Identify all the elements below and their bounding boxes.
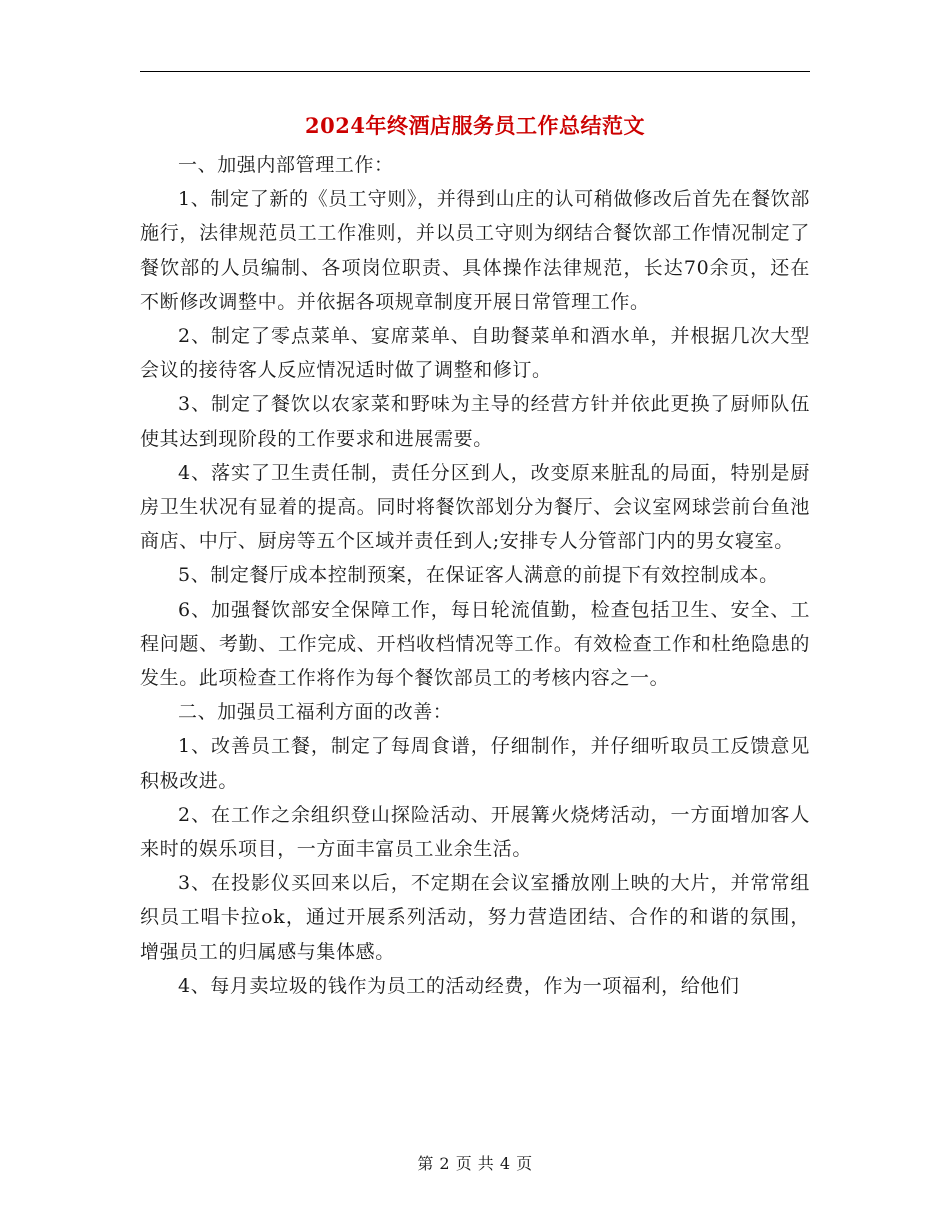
header-rule bbox=[140, 71, 810, 72]
section-heading-1: 一、加强内部管理工作： bbox=[178, 154, 394, 176]
document-title: 2024年终酒店服务员工作总结范文 bbox=[305, 113, 645, 138]
document-body bbox=[140, 148, 810, 1003]
paragraph-1-2: 2、制定了零点菜单、宴席菜单、自助餐菜单和酒水单，并根据几次大型会议的接待客人反应情况适时做了调整和修订。 bbox=[140, 325, 810, 382]
paragraph-1-3: 3、制定了餐饮以农家菜和野味为主导的经营方针并依此更换了厨师队伍使其达到现阶段的工作要求和进展需要。 bbox=[140, 393, 810, 450]
paragraph-1-1: 1、制定了新的《员工守则》，并得到山庄的认可稍做修改后首先在餐饮部施行，法律规范员工工作准则，并以员工守则为纲结合餐饮部工作情况制定了餐饮部的人员编制、各项岗位职责、具体操作法律规范，长达70余页，还在不断修改调整中。并依据各项规章制度开展日常管理工作。 bbox=[140, 188, 810, 313]
paragraph-1-5: 5、制定餐厅成本控制预案，在保证客人满意的前提下有效控制成本。 bbox=[178, 564, 779, 587]
paragraph-1-4: 4、落实了卫生责任制，责任分区到人，改变原来脏乱的局面，特别是厨房卫生状况有显着的提高。同时将餐饮部划分为餐厅、会议室网球尝前台鱼池商店、中厅、厨房等五个区域并责任到人;安排专人分管部门内的男女寝室。 bbox=[140, 461, 810, 553]
paragraph-1-6: 6、加强餐饮部安全保障工作，每日轮流值勤，检查包括卫生、安全、工程问题、考勤、工作完成、开档收档情况等工作。有效检查工作和杜绝隐患的发生。此项检查工作将作为每个餐饮部员工的考核内容之一。 bbox=[140, 598, 810, 690]
page-footer bbox=[0, 1152, 950, 1176]
section-heading-2: 二、加强员工福利方面的改善： bbox=[178, 701, 453, 724]
paragraph-2-1: 1、改善员工餐，制定了每周食谱，仔细制作，并仔细听取员工反馈意见积极改进。 bbox=[140, 735, 810, 792]
page-number: 第 2 页 共 4 页 bbox=[417, 1154, 533, 1173]
paragraph-2-4: 4、每月卖垃圾的钱作为员工的活动经费，作为一项福利，给他们 bbox=[178, 974, 740, 997]
paragraph-2-2: 2、在工作之余组织登山探险活动、开展篝火烧烤活动，一方面增加客人来时的娱乐项目，一方面丰富员工业余生活。 bbox=[140, 803, 810, 861]
paragraph-2-3: 3、在投影仪买回来以后，不定期在会议室播放刚上映的大片，并常常组织员工唱卡拉ok，通过开展系列活动，努力营造团结、合作的和谐的氛围，增强员工的归属感与集体感。 bbox=[140, 872, 810, 963]
